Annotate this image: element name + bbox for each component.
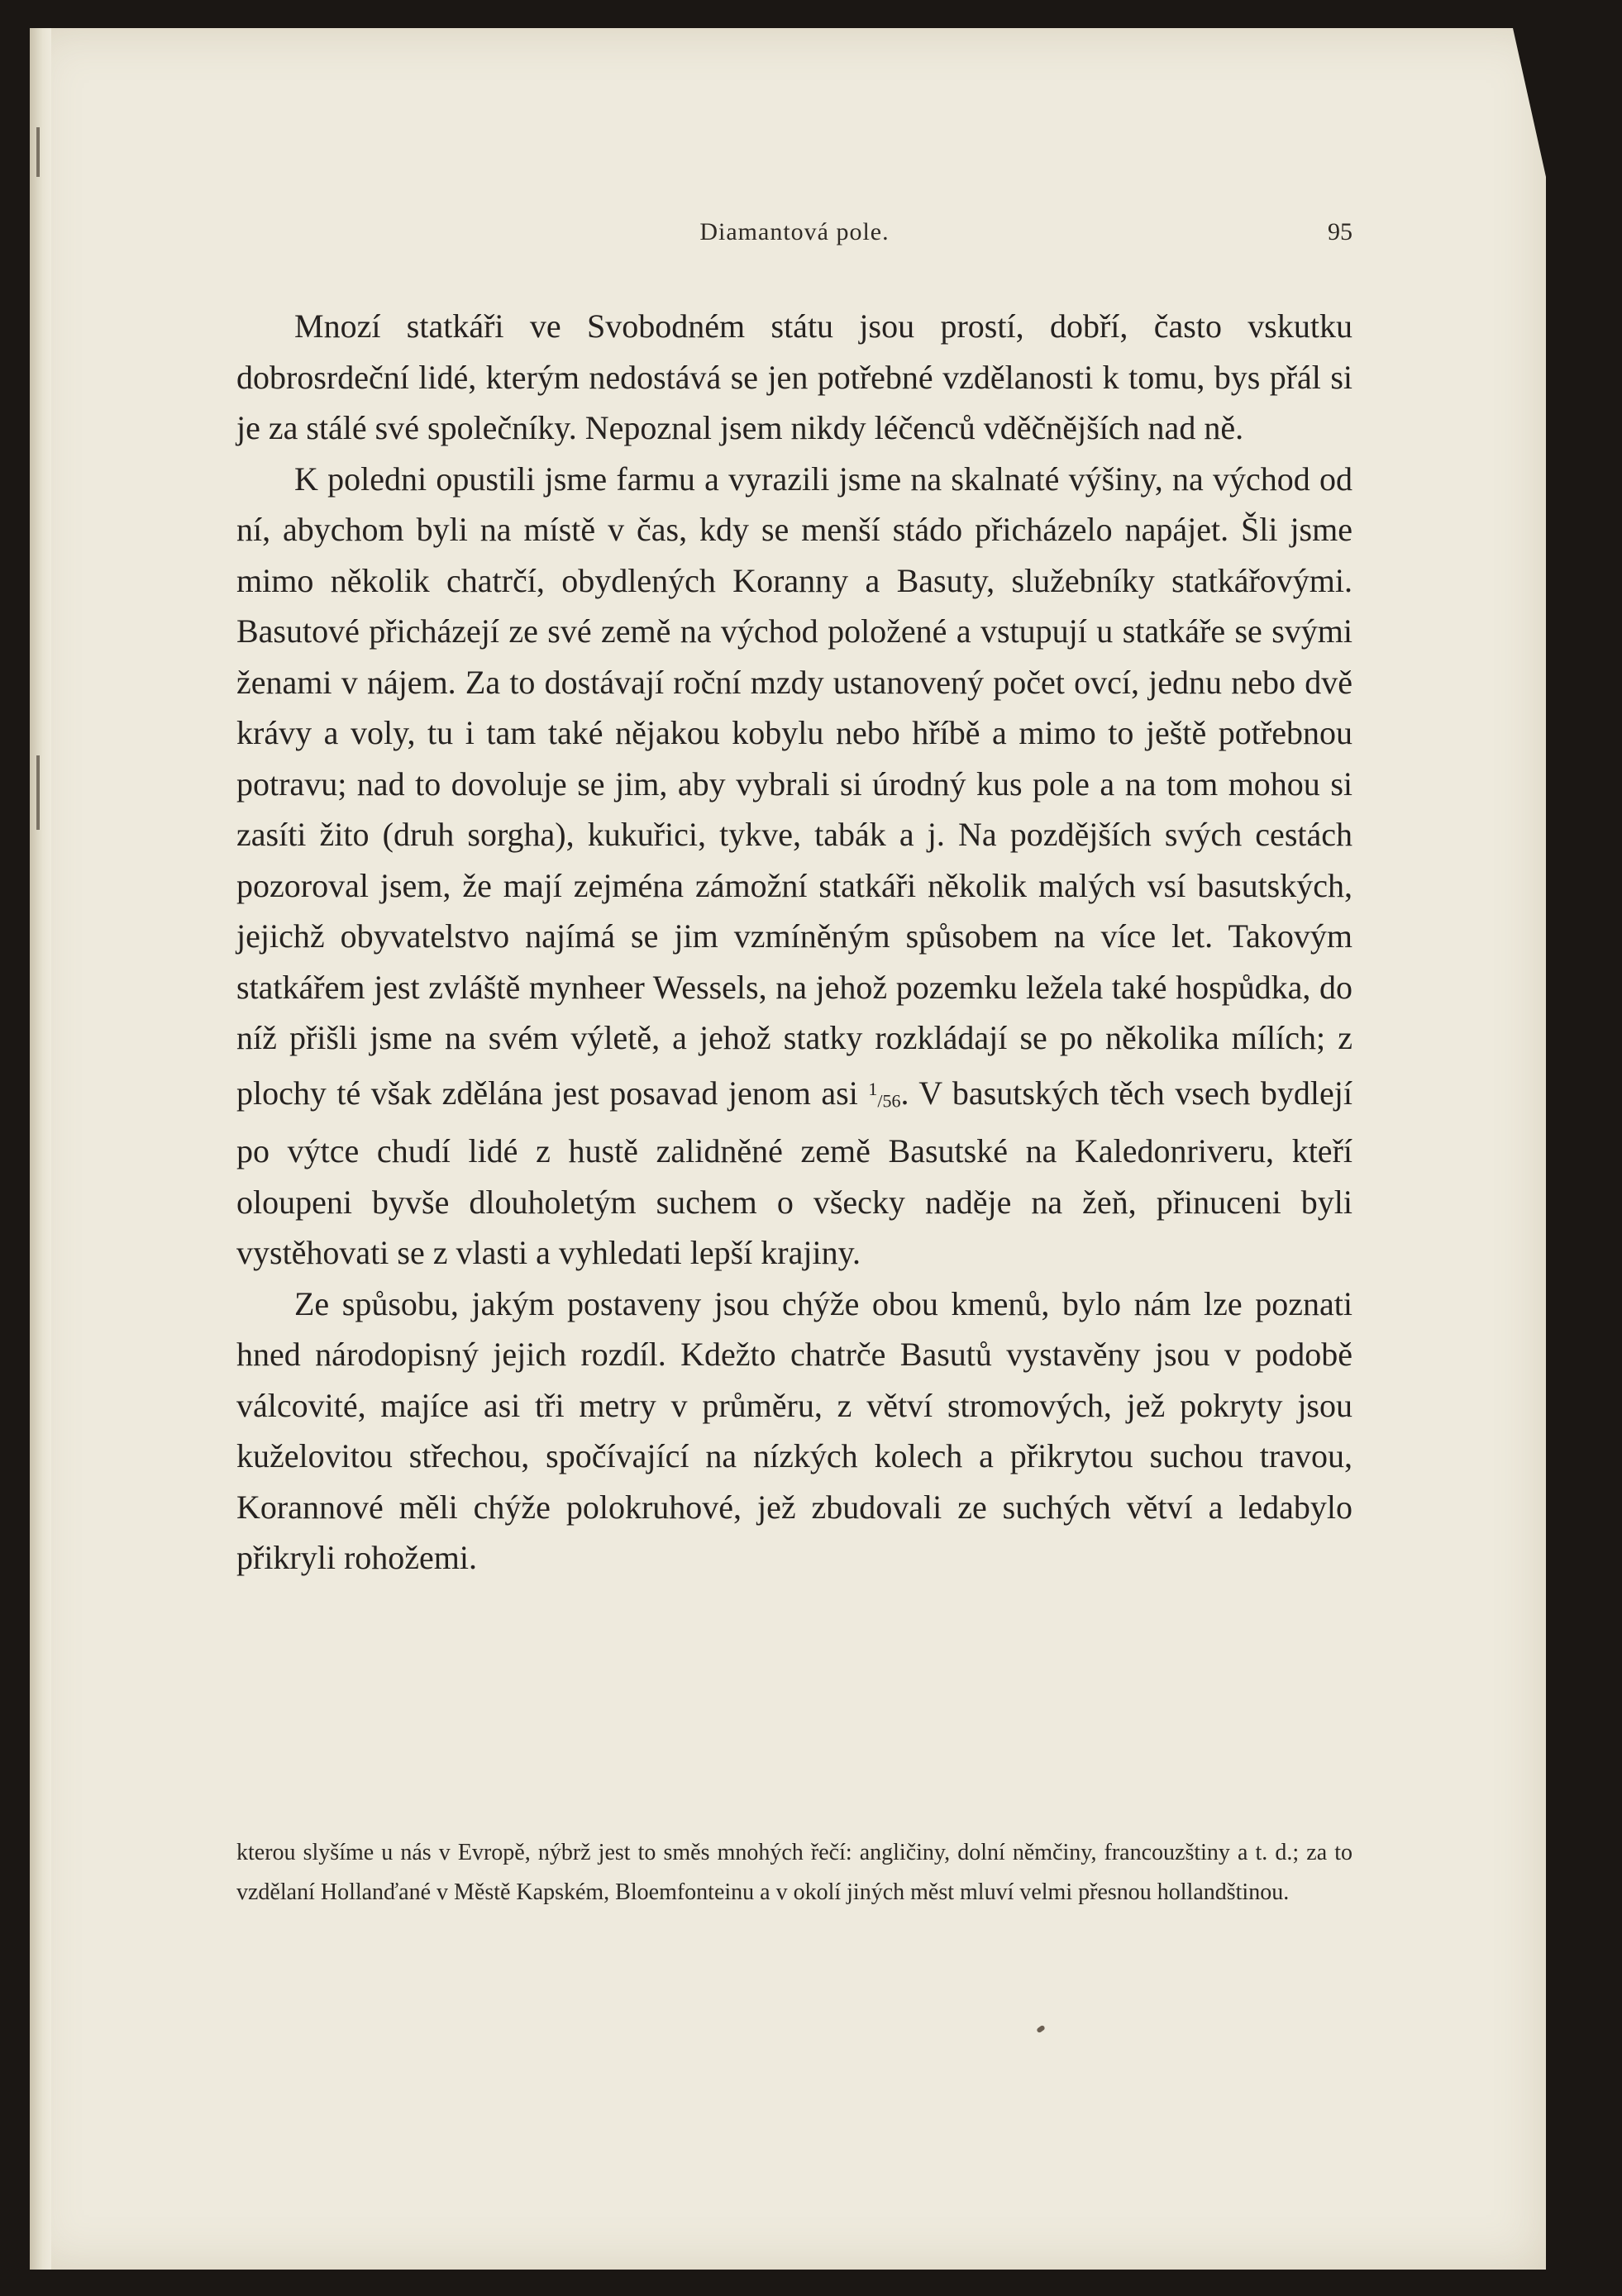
running-title: Diamantová pole. (699, 218, 890, 245)
margin-mark (36, 127, 40, 177)
fraction-numerator: 1 (868, 1078, 878, 1099)
book-page (30, 28, 1546, 2270)
footnote-text: kterou slyšíme u nás v Evropě, nýbrž jest to směs mnohých řečí: angličiny, dolní němčiny, francouzštiny a t. d.; za to vzdělaní Hollanďané v Městě Kapském, Bloemfonteinu a v okolí jiných měst mluví velmi přesnou hollandštinou. (236, 1840, 1352, 1905)
margin-mark (36, 755, 40, 830)
paragraph-text: . V basutských těch vsech bydlejí po výtce chudí lidé z hustě zalidněné země Basutské na Kaledonriveru, kteří oloupeni byvše dlouholetým suchem o všecky naděje na žeň, přinuceni byli vystěhovati se z vlasti a vyhledati lepší krajiny. (236, 1074, 1353, 1272)
ink-speck (1036, 2025, 1046, 2034)
paragraph: Mnozí statkáři ve Svobodném státu jsou prostí, dobří, často vskutku dobrosrdeční lidé, kterým nedostává se jen potřebné vzdělanosti k tomu, bys přál si je za stálé své společníky. Nepoznal jsem nikdy léčenců vděčnějších nad ně. (236, 307, 1352, 446)
paragraph (236, 454, 1352, 1279)
body-text (236, 301, 1352, 1584)
footnote (236, 1833, 1352, 1913)
torn-corner (1513, 28, 1546, 177)
paragraph-text: K poledni opustili jsme farmu a vyrazili jsme na skalnaté výšiny, na východ od ní, abychom byli na místě v čas, kdy se menší stádo přicházelo napájet. Šli jsme mimo několik chatrčí, obydlených Koranny a Basuty, služebníky statkářovými. Basutové přicházejí ze své země na východ položené a vstupují u statkáře se svými ženami v nájem. Za to dostávají roční mzdy ustanovený počet ovcí, jednu nebo dvě krávy a voly, tu i tam také nějakou kobylu nebo hříbě a mimo to ještě potřebnou potravu; nad to dovoluje se jim, aby vybrali si úrodný kus pole a na tom mohou si zasíti žito (druh sorgha), kukuřici, tykve, tabák a j. Na pozdějších svých cestách pozoroval jsem, že mají zejména zámožní statkáři několik malých vsí basutských, jejichž obyvatelstvo najímá se jim vzmíněným spůsobem na více let. Takovým statkářem jest zvláště mynheer Wessels, na jehož pozemku ležela také hospůdka, do níž přišli jsme na svém výletě, a jehož statky rozkládají se po několika mílích; z plochy té však zdělána jest posavad jenom asi (236, 460, 1352, 1112)
fraction-denominator: /56 (877, 1089, 901, 1111)
page-number: 95 (1328, 218, 1352, 245)
paragraph: Ze spůsobu, jakým postaveny jsou chýže obou kmenů, bylo nám lze poznati hned národopisný jejich rozdíl. Kdežto chatrče Basutů vystavěny jsou v podobě válcovité, majíce asi tři metry v průměru, z větví stromových, jež pokryty jsou kuželovitou střechou, spočívající na nízkých kolech a přikrytou suchou travou, Korannové měli chýže polokruhové, jež zbudovali ze suchých větví a ledabylo přikryli rohožemi. (236, 1284, 1352, 1577)
page-gutter-shadow (30, 28, 51, 2270)
running-header (236, 218, 1352, 260)
